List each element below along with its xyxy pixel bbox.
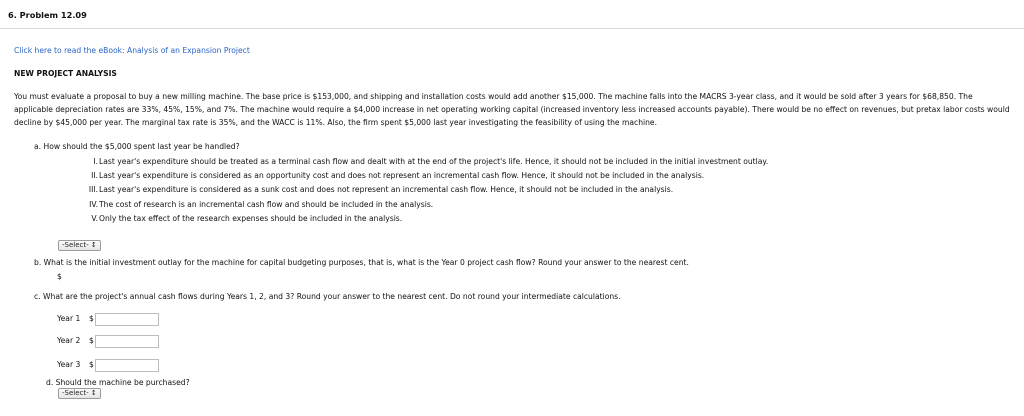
- intro-paragraph: You must evaluate a proposal to buy a new milling machine. The base price is $153,000, and shipping and installation costs would add another $15,000. The machine falls into the MACRS 3-year class, and it would be sold after 3 years for $68,850. The applicable depreciation rates are 33%, 45%, 15%, and 7%. The machine would require a $4,000 increase in net operating working capital (increased inventory less increased accounts payable). There would be no effect on revenues, but pretax labor costs would decline by $45,000 per year. The marginal tax rate is 35%, and the WACC is 11%. Also, the firm spent $5,000 last year investigating the feasibility of using the machine.: [14, 92, 1010, 127]
- currency-symbol: $: [89, 360, 94, 369]
- ebook-link[interactable]: Click here to read the eBook: Analysis of an Expansion Project: [14, 46, 250, 55]
- option-text: Last year's expenditure is considered as a sunk cost and does not represent an incremental cash flow. Hence, it should not be included in the analysis.: [99, 185, 674, 194]
- divider: [0, 28, 1024, 29]
- section-title: NEW PROJECT ANALYSIS: [14, 69, 117, 78]
- currency-symbol: $: [57, 272, 62, 281]
- year-1-label: Year 1: [57, 314, 81, 323]
- part-b-question: b. What is the initial investment outlay for the machine for capital budgeting purposes, that is, what is the Year 0 project cash flow? Round your answer to the nearest cent.: [34, 258, 689, 267]
- option-text: Only the tax effect of the research expenses should be included in the analysis.: [99, 214, 403, 223]
- currency-symbol: $: [89, 336, 94, 345]
- option-text: Last year's expenditure should be treated as a terminal cash flow and dealt with at the end of the project's life. Hence, it should not be included in the initial investment outlay.: [99, 157, 769, 166]
- year-1-input[interactable]: [95, 313, 159, 326]
- option-numeral: I.: [93, 157, 98, 166]
- option-numeral: III.: [88, 185, 98, 194]
- currency-symbol: $: [89, 314, 94, 323]
- part-c-question: c. What are the project's annual cash flows during Years 1, 2, and 3? Round your answer to the nearest cent. Do not round your intermediate calculations.: [34, 292, 621, 301]
- option-numeral: II.: [91, 171, 98, 180]
- year-3-label: Year 3: [57, 360, 81, 369]
- part-d-select[interactable]: -Select- ↕: [58, 388, 101, 399]
- problem-title: 6. Problem 12.09: [8, 10, 87, 20]
- part-a-select[interactable]: -Select- ↕: [58, 240, 101, 251]
- year-2-input[interactable]: [95, 335, 159, 348]
- option-text: The cost of research is an incremental cash flow and should be included in the analysis.: [99, 200, 434, 209]
- option-numeral: IV.: [89, 200, 98, 209]
- part-a-question: a. How should the $5,000 spent last year be handled?: [34, 142, 240, 151]
- part-d-question: d. Should the machine be purchased?: [46, 378, 190, 387]
- option-text: Last year's expenditure is considered as an opportunity cost and does not represent an incremental cash flow. Hence, it should not be included in the analysis.: [99, 171, 705, 180]
- year-3-input[interactable]: [95, 359, 159, 372]
- year-2-label: Year 2: [57, 336, 81, 345]
- option-numeral: V.: [91, 214, 98, 223]
